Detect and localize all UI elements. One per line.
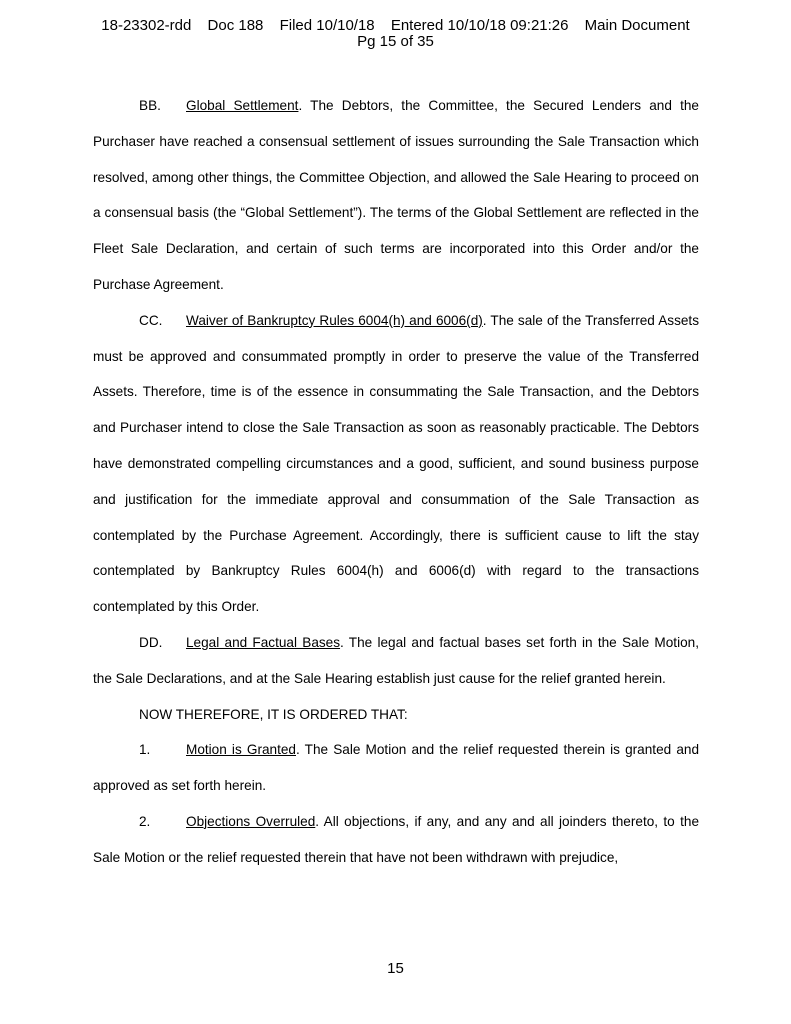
paragraph-marker: DD. [139, 634, 163, 650]
paragraph-1 [93, 732, 699, 804]
paragraph-marker: 2. [139, 813, 151, 829]
paragraph-text: . The legal and factual bases set forth in the Sale Motion, the Sale Declarations, and at the Sale Hearing establish just cause for the relief granted herein. [93, 634, 699, 686]
paragraph-marker: 1. [139, 742, 151, 758]
paragraph-bb [93, 88, 699, 303]
paragraph-text: . All objections, if any, and any and all joinders thereto, to the Sale Motion or the relief requested therein that have not been withdrawn with prejudice, [93, 813, 700, 865]
page-of-label: Pg 15 of 35 [357, 33, 434, 50]
paragraph-text: . The Sale Motion and the relief requested therein is granted and approved as set forth herein. [93, 742, 699, 794]
paragraph-marker: BB. [139, 98, 161, 113]
ordered-statement: NOW THEREFORE, IT IS ORDERED THAT: [139, 706, 408, 722]
paragraph-heading: Legal and Factual Bases [186, 634, 341, 650]
filed-date: Filed 10/10/18 [279, 17, 375, 34]
document-body [93, 88, 699, 876]
paragraph-heading: Motion is Granted [186, 742, 296, 758]
paragraph-text: . The sale of the Transferred Assets must be approved and consummated promptly in order to preserve the value of the Transferred Assets. Therefore, time is of the essence in consummating the Sale Transaction, and the Debtors and Purchaser intend to close the Sale Transaction as soon as reasonably practicable. The Debtors have demonstrated compelling circumstances and a good, sufficient, and sound business purpose and justification for the immediate approval and consummation of the Sale Transaction as contemplated by the Purchase Agreement. Accordingly, there is sufficient cause to lift the stay contemplated by Bankruptcy Rules 6004(h) and 6006(d) with regard to the transactions contemplated by this Order. [93, 312, 699, 615]
paragraph-heading: Global Settlement [186, 98, 299, 113]
paragraph-marker: CC. [139, 312, 163, 328]
paragraph-heading: Objections Overruled [186, 813, 316, 829]
main-document-label: Main Document [584, 17, 690, 34]
paragraph-2 [93, 804, 699, 876]
paragraph-cc [93, 303, 699, 625]
paragraph-dd [93, 625, 699, 697]
paragraph-heading: Waiver of Bankruptcy Rules 6004(h) and 6006(d) [186, 312, 483, 328]
page-number: 15 [387, 960, 404, 977]
entered-date: Entered 10/10/18 09:21:26 [390, 17, 569, 34]
case-number: 18-23302-rdd [101, 17, 192, 34]
doc-number: Doc 188 [207, 17, 264, 34]
paragraph-text: . The Debtors, the Committee, the Secured Lenders and the Purchaser have reached a consensual settlement of issues surrounding the Sale Transaction which resolved, among other things, the Committee Objection, and allowed the Sale Hearing to proceed on a consensual basis (the “Global Settlement”). The terms of the Global Settlement are reflected in the Fleet Sale Declaration, and certain of such terms are incorporated into this Order and/or the Purchase Agreement. [93, 98, 699, 292]
document-header [0, 18, 791, 50]
filing-stamp [0, 18, 791, 34]
